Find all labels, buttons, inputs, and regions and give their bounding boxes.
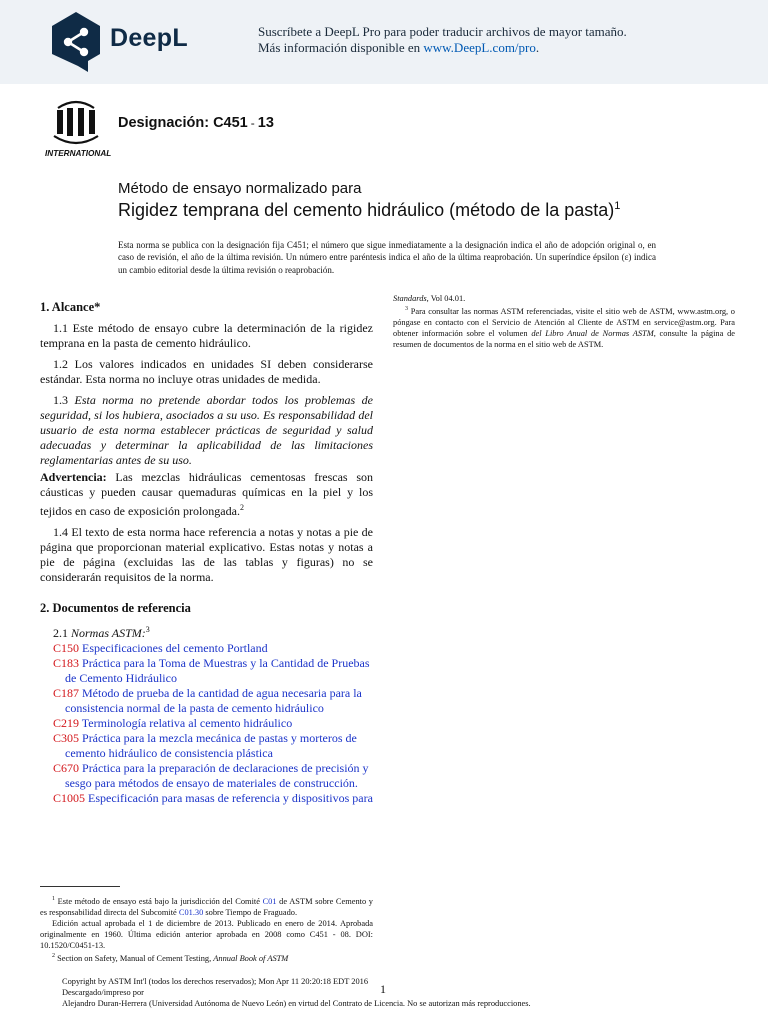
banner-line-2	[258, 40, 627, 56]
paragraph-1-3	[40, 393, 373, 468]
footnote-2	[40, 951, 373, 964]
reference-item[interactable]	[40, 791, 373, 806]
reference-code[interactable]: C670	[53, 761, 80, 775]
paragraph-2-1-number: 2.1	[53, 626, 71, 640]
banner-message	[258, 24, 627, 56]
reference-item[interactable]	[40, 716, 373, 731]
footnote-3-italic: del Libro Anual de Normas ASTM	[531, 328, 654, 338]
reference-code[interactable]: C305	[53, 731, 80, 745]
footnote-2-text: Section on Safety, Manual of Cement Testing,	[55, 953, 214, 963]
reference-title[interactable]: Especificaciones del cemento Portland	[79, 641, 268, 655]
paragraph-1-3-text: Esta norma no pretende abordar todos los problemas de seguridad, si los hubiera, asociados a su uso. Es responsabilidad del usuario de esta norma establecer prácticas de seguridad y salud adecuadas y determinar la aplicabilidad de las limitaciones reglamentarias antes de su uso.	[40, 393, 374, 467]
reference-item[interactable]	[40, 641, 373, 656]
astm-logo-text: INTERNATIONAL	[45, 149, 112, 158]
document-title-text: Rigidez temprana del cemento hidráulico (método de la pasta)	[118, 200, 615, 220]
left-column	[40, 300, 373, 806]
copyright-notice	[62, 976, 722, 1009]
page-number: 1	[380, 982, 386, 996]
reference-item[interactable]	[40, 731, 373, 761]
paragraph-1-2: 1.2 Los valores indicados en unidades SI deben considerarse estándar. Esta norma no incluye otras unidades de medida.	[40, 357, 373, 386]
reference-item[interactable]	[40, 656, 373, 686]
standards-volume: , Vol 04.01.	[426, 294, 466, 303]
reference-code[interactable]: C219	[53, 716, 80, 730]
footnote-3	[393, 304, 735, 350]
footnote-1-text-a: Este método de ensayo está bajo la jurisdicción del Comité	[55, 896, 263, 906]
banner-line-2-prefix: Más información disponible en	[258, 40, 424, 55]
warning-paragraph	[40, 470, 373, 519]
footnote-2-italic: Annual Book of ASTM	[213, 953, 289, 963]
standards-italic: Standards	[393, 294, 427, 303]
astm-standards-label: Normas ASTM:	[71, 626, 146, 640]
reference-code[interactable]: C150	[53, 641, 80, 655]
reference-list	[40, 641, 373, 806]
right-column	[393, 293, 735, 350]
deepl-pro-link[interactable]: www.DeepL.com/pro	[423, 40, 536, 55]
footnote-3-text-a: Para consultar las normas ASTM referenciadas, visite el sitio web de ASTM, www.astm.org, o póngase en contacto con el Servicio de Atención al Cliente de ASTM en service@astm.org. Para obtener información sobre el volumen	[393, 306, 735, 338]
reference-code[interactable]: C1005	[53, 791, 86, 805]
committee-c01-link[interactable]: C01	[262, 896, 277, 906]
paragraph-1-3-number: 1.3	[53, 393, 75, 407]
astm-standards-footnote-marker: 3	[145, 625, 150, 634]
reference-item[interactable]	[40, 761, 373, 791]
footnote-1	[40, 894, 373, 918]
astm-logo-icon	[40, 98, 112, 160]
paragraph-2-1	[40, 622, 373, 641]
deepl-logo-icon[interactable]	[48, 10, 104, 74]
subcommittee-c01-30-link[interactable]: C01.30	[178, 907, 204, 917]
footnote-1-text-b: de ASTM sobre Cemento y es responsabilidad directa del Subcomité	[40, 896, 373, 917]
banner-line-1: Suscríbete a DeepL Pro para poder traducir archivos de mayor tamaño.	[258, 24, 627, 39]
designation-dash: -	[250, 116, 255, 130]
designation	[118, 115, 274, 131]
copyright-text: Copyright by ASTM Int'l (todos los derechos reservados); Mon Apr 11 20:20:18 EDT 2016 Descargado/impreso por	[62, 977, 369, 997]
deepl-brand-name: DeepL	[110, 24, 188, 52]
paragraph-1-4: 1.4 El texto de esta norma hace referencia a notas y notas a pie de página que proporcionan material explicativo. Estas notas y notas a pie de página (excluidas las de las tablas y figuras) no se considerarán requisitos de la norma.	[40, 525, 373, 584]
section-1-heading: 1. Alcance*	[40, 300, 101, 314]
reference-title[interactable]: Terminología relativa al cemento hidráulico	[79, 716, 293, 730]
footnote-1-text-c: sobre Tiempo de Fraguado.	[203, 907, 298, 917]
title-footnote-marker: 1	[614, 200, 621, 212]
footnotes	[40, 894, 373, 964]
footnote-divider	[40, 886, 120, 887]
reference-title[interactable]: Práctica para la mezcla mecánica de pastas y morteros de cemento hidráulico de consistencia plástica	[65, 731, 357, 760]
footnote-1-marker: 1	[52, 896, 55, 902]
reference-item[interactable]	[40, 686, 373, 716]
footnote-3-text-b: , consulte la página de resumen de documentos de la norma en el sitio web de ASTM.	[393, 328, 735, 349]
document-title-line-2	[118, 200, 620, 221]
document-title-line-1: Método de ensayo normalizado para	[118, 180, 362, 197]
warning-footnote-marker: 2	[239, 503, 244, 512]
reference-code[interactable]: C187	[53, 686, 80, 700]
designation-notice: Esta norma se publica con la designación fija C451; el número que sigue inmediatamente a la designación indica el año de adopción original o, en caso de revisión, el año de la última revisión. Un número entre paréntesis indica el año de la última reaprobación. Un superíndice épsilon (ε) indica un cambio editorial desde la última revisión o reaprobación.	[118, 240, 656, 275]
designation-year: 13	[257, 115, 274, 131]
reference-title[interactable]: Especificación para masas de referencia y dispositivos para	[85, 791, 373, 805]
banner-line-2-suffix: .	[535, 40, 540, 55]
section-2-heading: 2. Documentos de referencia	[40, 601, 191, 615]
reference-title[interactable]: Práctica para la preparación de declaraciones de precisión y sesgo para métodos de ensayo de materiales de construcción.	[65, 761, 369, 790]
reference-title[interactable]: Método de prueba de la cantidad de agua necesaria para la consistencia normal de la pasta de cemento hidráulico	[65, 686, 362, 715]
reference-title[interactable]: Práctica para la Toma de Muestras y la Cantidad de Pruebas de Cemento Hidráulico	[65, 656, 370, 685]
warning-label: Advertencia:	[40, 470, 107, 484]
designation-label: Designación: C451	[118, 115, 248, 131]
footnote-1-edition: Edición actual aprobada el 1 de diciembre de 2013. Publicado en enero de 2014. Aprobada originalmente en 1960. Última edición anterior aprobada en 2008 como C451 - 08. DOI: 10.1520/C0451-13.	[40, 918, 373, 950]
footnote-2-marker: 2	[52, 952, 55, 959]
warning-text: Las mezclas hidráulicas cementosas frescas son cáusticas y pueden causar quemaduras químicas en la piel y los tejidos en caso de exposición prolongada.	[40, 470, 373, 518]
paragraph-1-1: 1.1 Este método de ensayo cubre la determinación de la rigidez temprana en la pasta de cemento hidráulico.	[40, 321, 373, 350]
reference-code[interactable]: C183	[53, 656, 80, 670]
footnote-2-continued	[393, 293, 735, 304]
footnote-3-marker: 3	[405, 306, 408, 312]
deepl-banner	[0, 0, 768, 84]
license-text: Alejandro Duran-Herrera (Universidad Autónoma de Nuevo León) en virtud del Contrato de Licencia. No se autorizan más reproducciones.	[62, 999, 531, 1008]
